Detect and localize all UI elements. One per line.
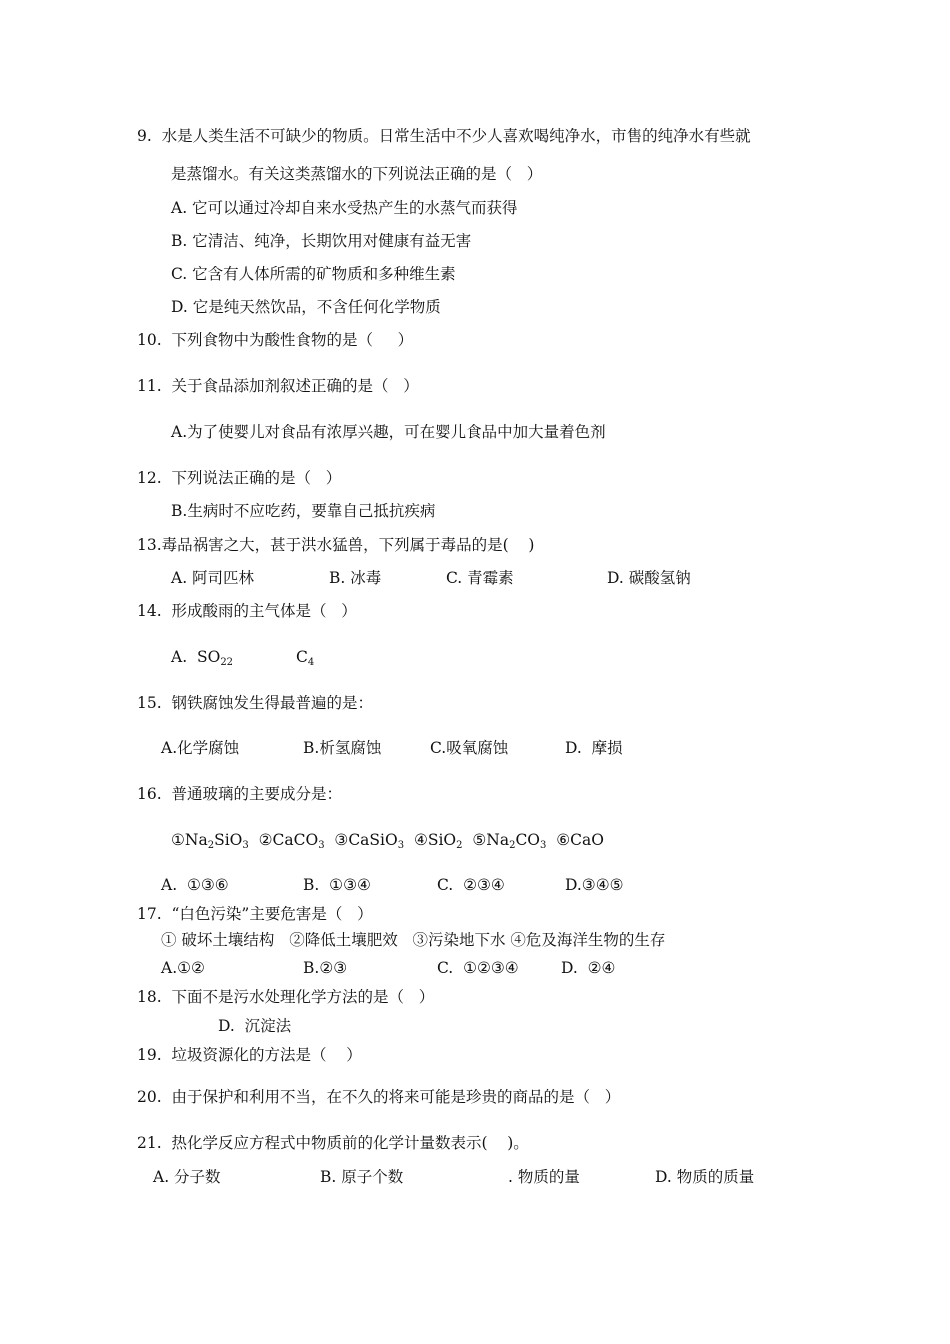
q21-option-d: D. 物质的质量	[655, 1168, 755, 1186]
q15-option-a: A.化学腐蚀	[161, 739, 240, 757]
q12-option-b: B.生病时不应吃药，要靠自己抵抗疾病	[171, 502, 436, 520]
q16-components	[171, 830, 604, 856]
q20-stem: 20. 由于保护和利用不当，在不久的将来可能是珍贵的商品的是（ ）	[137, 1088, 621, 1106]
q9-option-c: C. 它含有人体所需的矿物质和多种维生素	[171, 265, 456, 283]
q9-option-d: D. 它是纯天然饮品，不含任何化学物质	[171, 298, 441, 316]
q15-option-b: B.析氢腐蚀	[303, 739, 382, 757]
q11-option-a: A.为了使婴儿对食品有浓厚兴趣，可在婴儿食品中加大量着色剂	[171, 423, 606, 441]
q9-stem-line2: 是蒸馏水。有关这类蒸馏水的下列说法正确的是（ ）	[171, 165, 543, 183]
q16-item-6: ⑥CaO	[556, 831, 604, 849]
q9-option-b: B. 它清洁、纯净，长期饮用对健康有益无害	[171, 232, 472, 250]
q16-item-1: $①Na_2SiO_3$	[171, 831, 249, 851]
q17-stem: 17. “白色污染”主要危害是（ ）	[137, 905, 373, 923]
q9-option-a: A. 它可以通过冷却自来水受热产生的水蒸气而获得	[171, 199, 518, 217]
q15-option-c: C.吸氧腐蚀	[430, 739, 509, 757]
q15-stem: 15. 钢铁腐蚀发生得最普遍的是：	[137, 694, 374, 712]
q17-statements: ① 破坏土壤结构 ②降低土壤肥效 ③污染地下水 ④危及海洋生物的生存	[161, 931, 666, 949]
q17-option-c: C. ①②③④	[437, 959, 519, 977]
q16-option-b: B. ①③④	[303, 876, 371, 894]
q15-option-d: D. 摩损	[565, 739, 623, 757]
q12-stem: 12. 下列说法正确的是（ ）	[137, 469, 342, 487]
q16-option-a: A. ①③⑥	[161, 876, 229, 894]
q21-option-a: A. 分子数	[153, 1168, 221, 1186]
q13-option-a: A. 阿司匹林	[171, 569, 255, 587]
q9-stem-line1: 9. 水是人类生活不可缺少的物质。日常生活中不少人喜欢喝纯净水，市售的纯净水有些就	[137, 127, 751, 145]
q14-option-a: A. $SO_{22}$	[171, 648, 234, 668]
q17-option-d: D. ②④	[561, 959, 616, 977]
q16-item-3: ③CaSiO$_3$	[334, 831, 405, 851]
q21-option-b: B. 原子个数	[320, 1168, 404, 1186]
q18-option-d: D. 沉淀法	[218, 1017, 292, 1035]
q13-option-b: B. 冰毒	[329, 569, 382, 587]
q14-option-c: $C_4$	[296, 648, 315, 668]
q14-stem: 14. 形成酸雨的主气体是（ ）	[137, 602, 357, 620]
q11-stem: 11. 关于食品添加剂叙述正确的是（ ）	[137, 377, 419, 395]
q18-stem: 18. 下面不是污水处理化学方法的是（ ）	[137, 988, 435, 1006]
q13-stem: 13.毒品祸害之大，甚于洪水猛兽，下列属于毒品的是( )	[137, 536, 535, 554]
q13-option-d: D. 碳酸氢钠	[607, 569, 691, 587]
q16-option-c: C. ②③④	[437, 876, 505, 894]
q21-option-c: . 物质的量	[508, 1168, 580, 1186]
q10-stem: 10. 下列食物中为酸性食物的是（ ）	[137, 331, 414, 349]
q16-item-2: ②CaCO$_3$	[258, 831, 325, 851]
q21-stem: 21. 热化学反应方程式中物质前的化学计量数表示( )。	[137, 1134, 529, 1152]
q17-option-a: A.①②	[161, 959, 205, 977]
q13-option-c: C. 青霉素	[446, 569, 514, 587]
q19-stem: 19. 垃圾资源化的方法是（ ）	[137, 1046, 362, 1064]
q16-option-d: D.③④⑤	[565, 876, 624, 894]
q16-stem: 16. 普通玻璃的主要成分是：	[137, 785, 343, 803]
q17-option-b: B.②③	[303, 959, 348, 977]
q16-item-5: $⑤Na_2CO_3$	[472, 831, 547, 851]
q16-item-4: ④SiO$_2$	[413, 831, 463, 851]
